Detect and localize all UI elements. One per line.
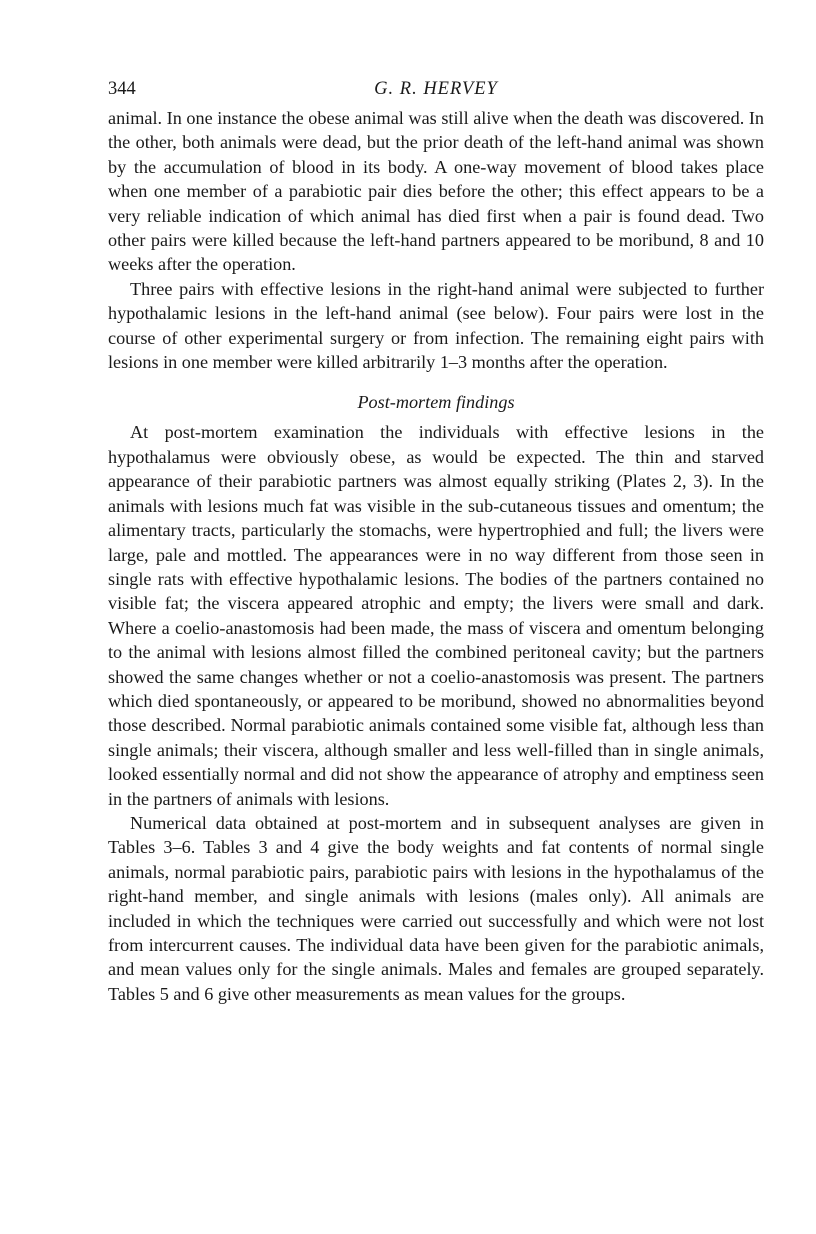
paragraph-numerical-data: Numerical data obtained at post-mortem and in subsequent analyses are given in Tables 3–6. Tables 3 and 4 give the body weights and fat contents of normal single animals, normal parabiotic pairs, parabiotic pairs with lesions in the hypothalamus of the right-hand member, and single animals with lesions (males only). All animals are included in which the techniques were carried out successfully and which were not lost from intercurrent causes. The individual data have been given for the parabiotic animals, and mean values only for the single animals. Males and females are grouped separately. Tables 5 and 6 give other measurements as mean values for the groups. [108, 812, 764, 1004]
paragraph-post-mortem-examination: At post-mortem examination the individuals with effective lesions in the hypothalamus were obviously obese, as would be expected. The thin and starved appearance of their parabiotic partners was almost equally striking (Plates 2, 3). In the animals with lesions much fat was visible in the sub-cutaneous tissues and omentum; the alimentary tracts, particularly the stomachs, were hypertrophied and full; the livers were large, pale and mottled. The appearances were in no way different from those seen in single rats with effective hypothalamic lesions. The bodies of the partners contained no visible fat; the viscera appeared atrophic and empty; the livers were small and dark. Where a coelio-anastomosis had been made, the mass of viscera and omentum belonging to the animal with lesions almost filled the combined peritoneal cavity; but the partners showed the same changes whether or not a coelio-anastomosis was present. The partners which died spontaneously, or appeared to be moribund, showed no abnormalities beyond those described. Normal parabiotic animals contained some visible fat, although less than single animals; their viscera, although smaller and less well-filled than in single animals, looked essentially normal and did not show the appearance of atrophy and emptiness seen in the partners of animals with lesions. [108, 422, 764, 809]
paragraph-continued: animal. In one instance the obese animal was still alive when the death was discovered. In the other, both animals were dead, but the prior death of the left-hand animal was shown by the accumulation of blood in its body. A one-way movement of blood takes place when one member of a parabiotic pair dies before the other; this effect appears to be a very reliable indication of which animal has died first when a pair is found dead. Two other pairs were killed because the left-hand partners appeared to be moribund, 8 and 10 weeks after the operation. [108, 108, 764, 275]
body-text [108, 106, 764, 1006]
paragraph-lesion-pairs: Three pairs with effective lesions in the right-hand animal were subjected to further hypothalamic lesions in the left-hand animal (see below). Four pairs were lost in the course of other experimental surgery or from infection. The remaining eight pairs with lesions in one member were killed arbitrarily 1–3 months after the operation. [108, 278, 764, 373]
section-heading-post-mortem: Post-mortem findings [357, 392, 515, 413]
journal-page [108, 76, 764, 1006]
page-header [108, 76, 764, 102]
running-head-author: G. R. HERVEY [374, 79, 498, 99]
page-number: 344 [108, 79, 136, 99]
